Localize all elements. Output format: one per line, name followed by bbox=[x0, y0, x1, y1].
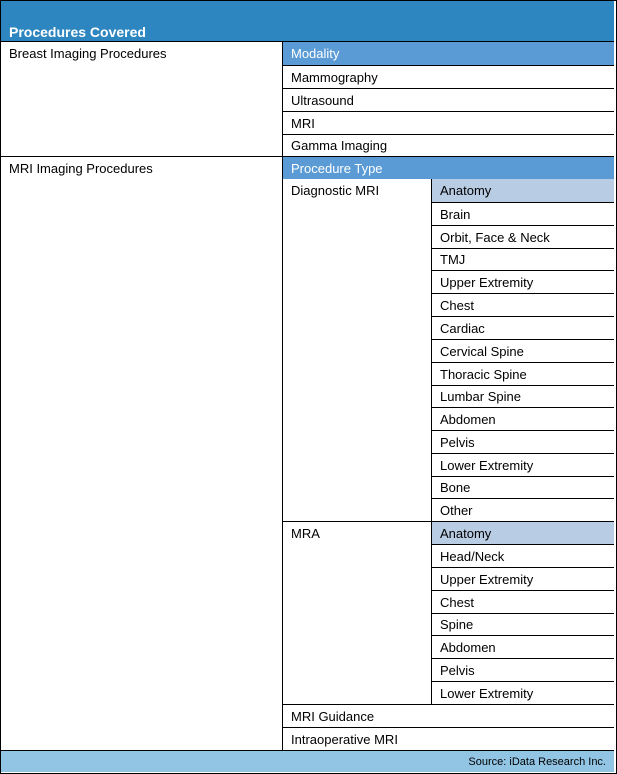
breast-section-label: Breast Imaging Procedures bbox=[1, 41, 283, 156]
anatomy-item: Lower Extremity bbox=[431, 453, 614, 476]
anatomy-item: Upper Extremity bbox=[431, 270, 614, 293]
anatomy-item: Upper Extremity bbox=[431, 567, 614, 590]
procedure-type-header: Procedure Type bbox=[282, 156, 614, 179]
anatomy-item: Bone bbox=[431, 476, 614, 498]
modality-item: Ultrasound bbox=[282, 88, 614, 111]
anatomy-item: Thoracic Spine bbox=[431, 362, 614, 385]
anatomy-item: Lower Extremity bbox=[431, 681, 614, 704]
modality-item: Gamma Imaging bbox=[282, 134, 614, 156]
anatomy-item: Chest bbox=[431, 293, 614, 316]
anatomy-item: Lumbar Spine bbox=[431, 385, 614, 407]
anatomy-item: Brain bbox=[431, 202, 614, 225]
source-footer: Source: iData Research Inc. bbox=[1, 750, 614, 772]
mri-guidance-row: MRI Guidance bbox=[282, 704, 614, 727]
anatomy-item: Abdomen bbox=[431, 635, 614, 658]
anatomy-item: Orbit, Face & Neck bbox=[431, 225, 614, 248]
anatomy-item: TMJ bbox=[431, 248, 614, 270]
anatomy-item: Spine bbox=[431, 613, 614, 635]
mra-label: MRA bbox=[282, 521, 432, 704]
anatomy-item: Abdomen bbox=[431, 407, 614, 430]
mra-anatomy-header: Anatomy bbox=[431, 521, 614, 544]
anatomy-item: Cervical Spine bbox=[431, 339, 614, 362]
anatomy-item: Pelvis bbox=[431, 430, 614, 453]
table-title: Procedures Covered bbox=[9, 24, 146, 40]
anatomy-item: Head/Neck bbox=[431, 544, 614, 567]
intraoperative-mri-row: Intraoperative MRI bbox=[282, 727, 614, 750]
modality-header: Modality bbox=[282, 41, 614, 65]
modality-item: Mammography bbox=[282, 65, 614, 88]
anatomy-item: Chest bbox=[431, 590, 614, 613]
diagnostic-mri-label: Diagnostic MRI bbox=[282, 179, 432, 521]
diagnostic-anatomy-header: Anatomy bbox=[431, 179, 614, 202]
modality-item: MRI bbox=[282, 111, 614, 134]
mri-section-label: MRI Imaging Procedures bbox=[1, 156, 283, 750]
table-header bbox=[1, 1, 614, 41]
anatomy-item: Pelvis bbox=[431, 658, 614, 681]
anatomy-item: Other bbox=[431, 498, 614, 521]
anatomy-item: Cardiac bbox=[431, 316, 614, 339]
